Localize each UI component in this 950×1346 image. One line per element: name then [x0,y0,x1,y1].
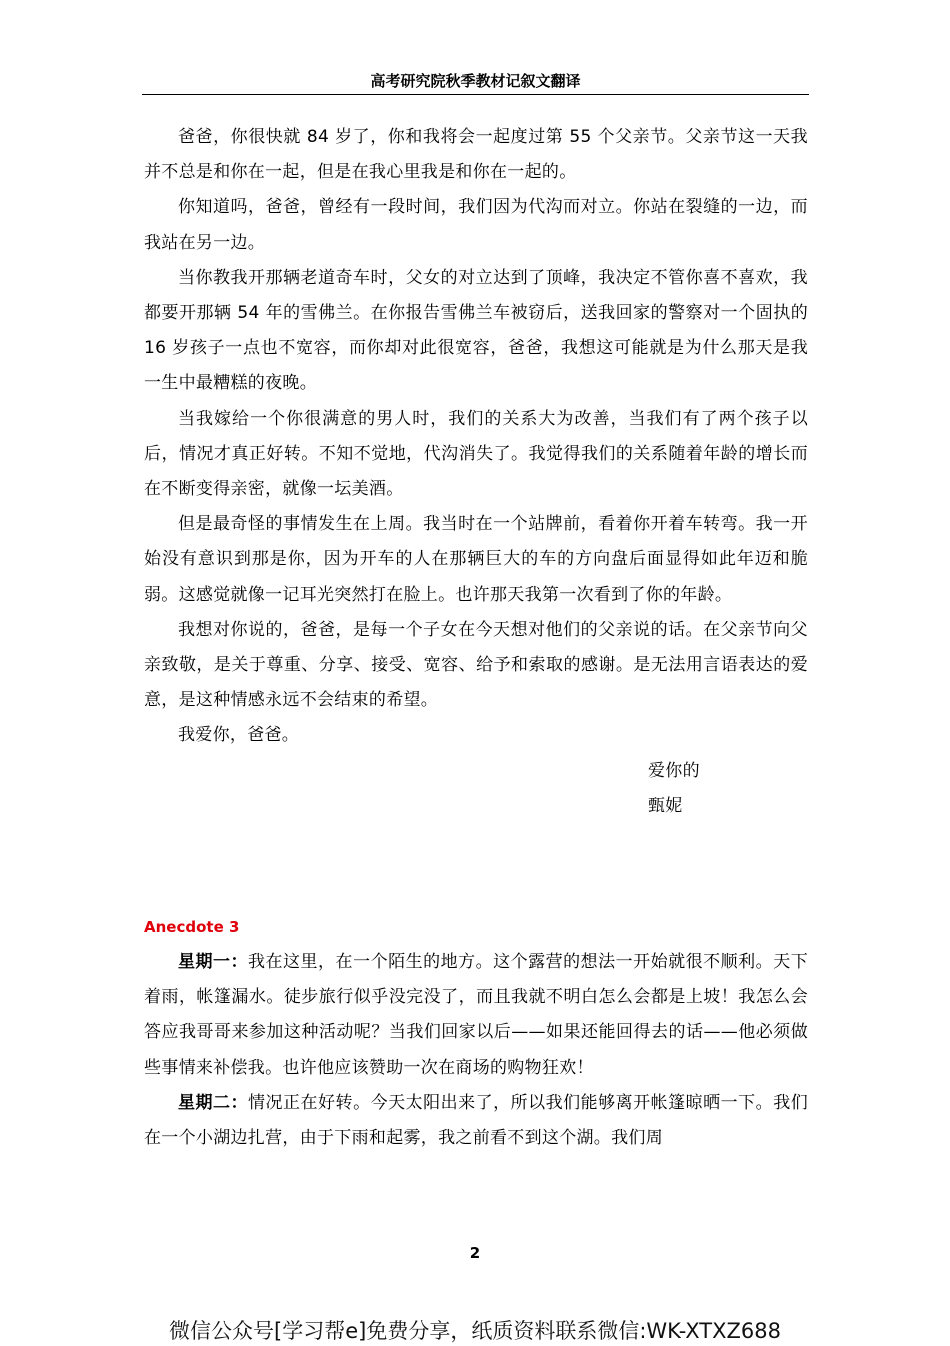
diary-entry-tuesday [144,1086,808,1156]
diary-entry-text: 我在这里，在一个陌生的地方。这个露营的想法一开始就很不顺利。天下着雨，帐篷漏水。徒步旅行似乎没完没了，而且我就不明白怎么会都是上坡！我怎么会答应我哥哥来参加这种活动呢？当我们回家以后——如果还能回得去的话——他必须做些事情来补偿我。也许他应该赞助一次在商场的购物狂欢！ [144,952,808,1078]
diary-day-label: 星期二： [178,1092,249,1113]
section-spacer [144,824,808,910]
anecdote-heading: Anecdote 3 [144,918,240,937]
document-body [144,120,808,1156]
letter-paragraph-3: 当你教我开那辆老道奇车时，父女的对立达到了顶峰，我决定不管你喜不喜欢，我都要开那辆 54 年的雪佛兰。在你报告雪佛兰车被窃后，送我回家的警察对一个固执的 16 岁孩子一点也不宽容，而你却对此很宽容，爸爸，我想这可能就是为什么那天是我一生中最糟糕的夜晚。 [144,267,808,394]
letter-paragraph-6: 我想对你说的，爸爸，是每一个子女在今天想对他们的父亲说的话。在父亲节向父亲致敬，是关于尊重、分享、接受、宽容、给予和索取的感谢。是无法用言语表达的爱意，是这种情感永远不会结束的希望。 [144,619,808,711]
letter-paragraph-4: 当我嫁给一个你很满意的男人时，我们的关系大为改善，当我们有了两个孩子以后，情况才真正好转。不知不觉地，代沟消失了。我觉得我们的关系随着年龄的增长而在不断变得亲密，就像一坛美酒。 [144,408,808,500]
diary-entry-text: 情况正在好转。今天太阳出来了，所以我们能够离开帐篷晾晒一下。我们在一个小湖边扎营，由于下雨和起雾，我之前看不到这个湖。我们周 [144,1092,808,1149]
letter-signature: 甄妮 [648,795,683,816]
page-number: 2 [469,1244,481,1262]
letter-paragraph-7: 我爱你，爸爸。 [178,725,300,746]
diary-day-label: 星期一： [178,952,249,973]
letter-paragraph-2: 你知道吗，爸爸，曾经有一段时间，我们因为代沟而对立。你站在裂缝的一边，而我站在另一边。 [144,197,808,253]
letter-paragraph-1: 爸爸，你很快就 84 岁了，你和我将会一起度过第 55 个父亲节。父亲节这一天我并不总是和你在一起，但是在我心里我是和你在一起的。 [144,127,808,183]
letter-paragraph-5: 但是最奇怪的事情发生在上周。我当时在一个站牌前，看着你开着车转弯。我一开始没有意识到那是你，因为开车的人在那辆巨大的车的方向盘后面显得如此年迈和脆弱。这感觉就像一记耳光突然打在脸上。也许那天我第一次看到了你的年龄。 [144,514,808,605]
letter-closing: 爱你的 [648,760,700,781]
diary-entry-monday [144,945,808,1086]
page-header: 高考研究院秋季教材记叙文翻译 [142,68,809,95]
footer-watermark-text: 微信公众号[学习帮e]免费分享，纸质资料联系微信:WK-XTXZ688 [169,1319,781,1343]
